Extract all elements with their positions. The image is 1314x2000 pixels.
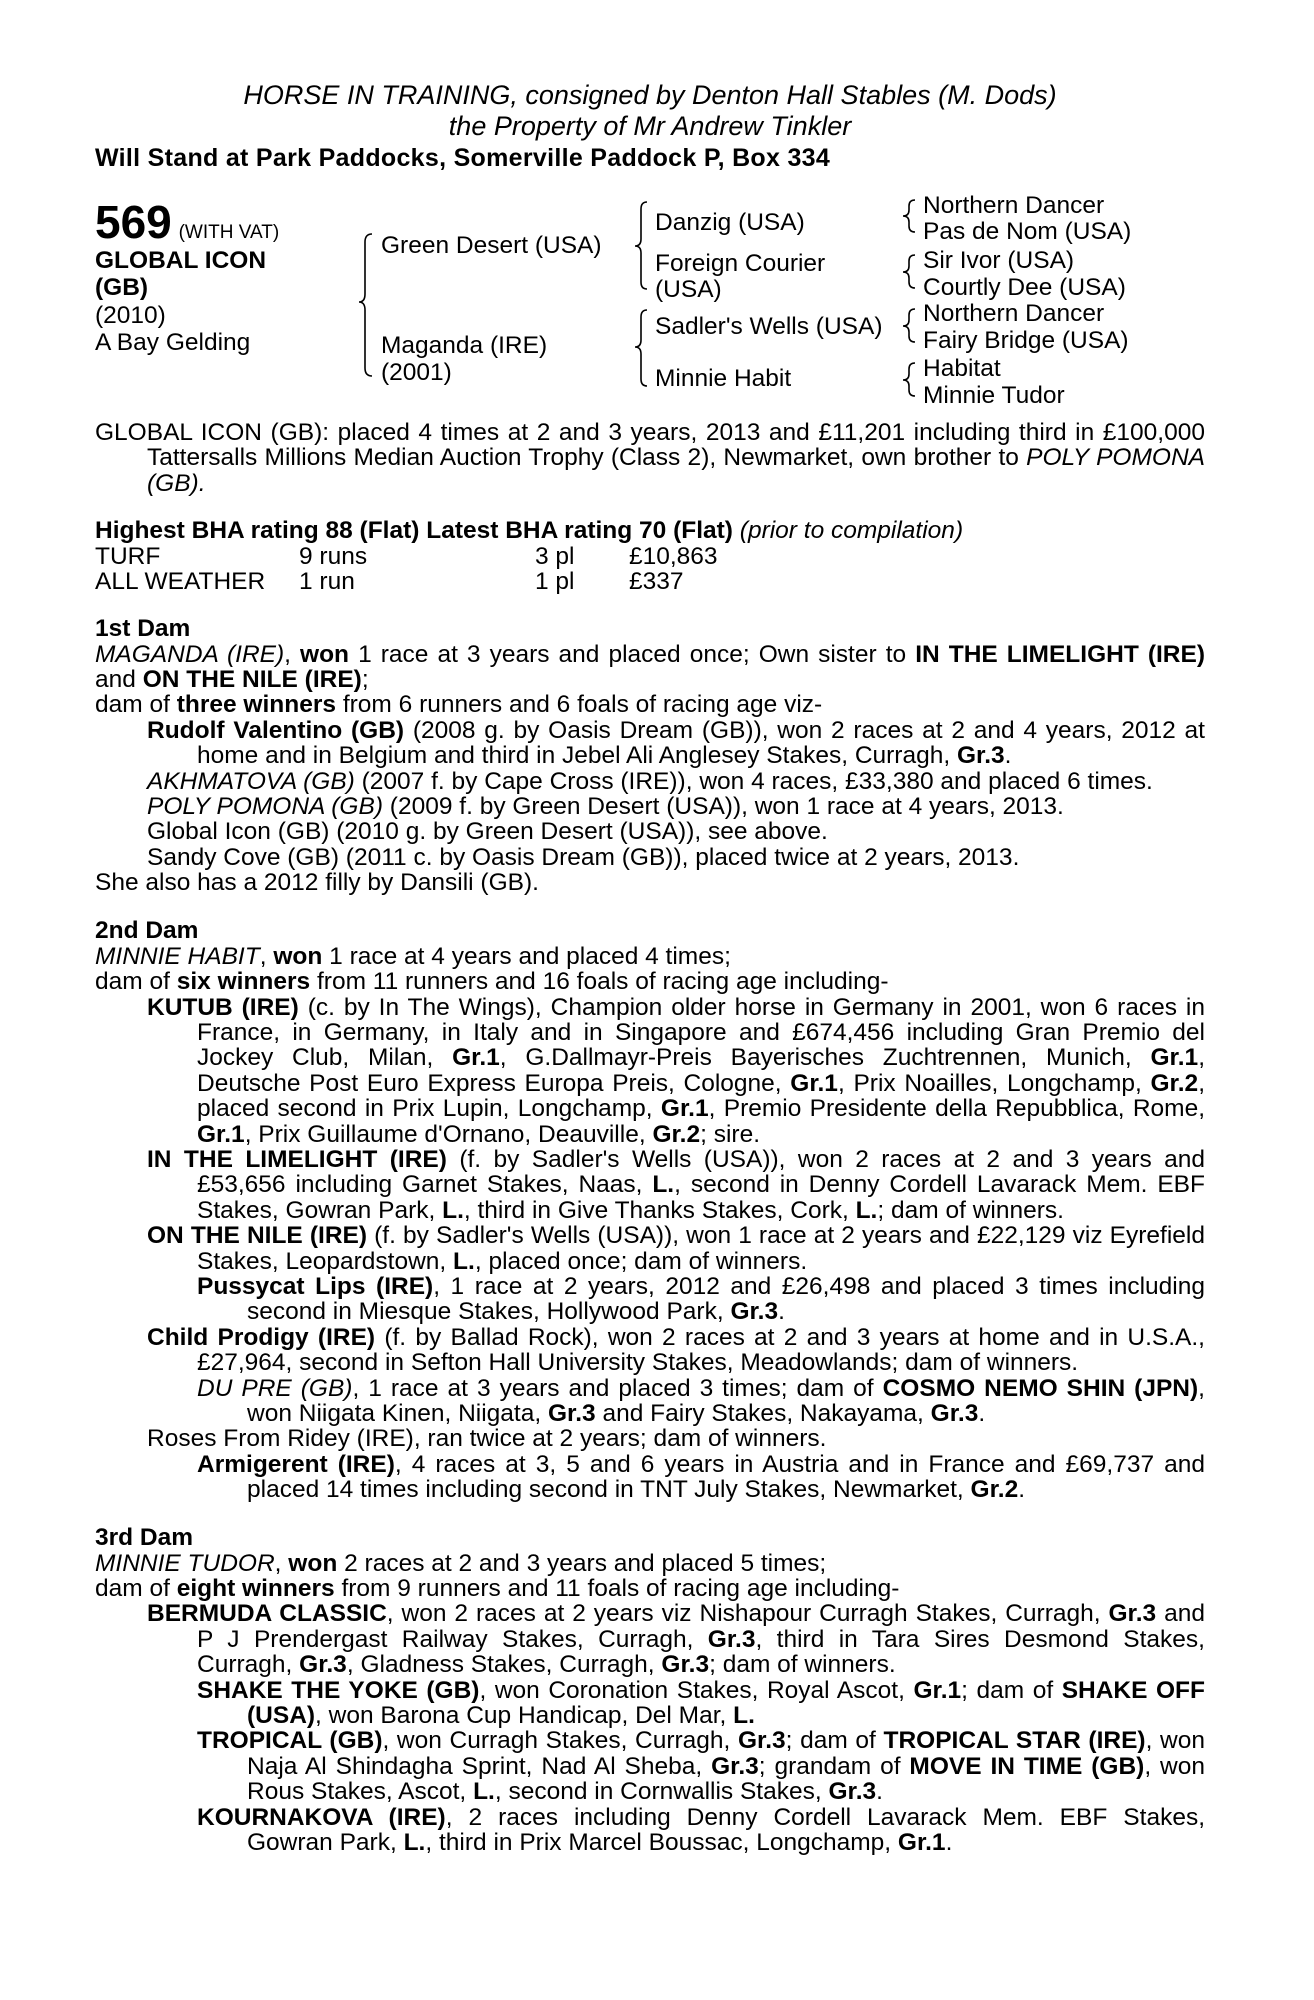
- won-label: won: [273, 942, 323, 970]
- summary-text: GLOBAL ICON (GB): placed 4 times at 2 and 3 years, 2013 and £11,201 including third in £100,000 Tattersalls Millions Median Auction Trophy (Class 2), Newmarket, own brother to: [95, 419, 1205, 472]
- punctuation: .: [778, 1298, 785, 1326]
- produce-text: from 9 runners and 11 foals of racing age including-: [334, 1575, 900, 1603]
- produce-text: , 1 race at 3 years and placed 3 times; dam of: [352, 1374, 883, 1402]
- listed-label: L.: [442, 1196, 464, 1224]
- produce-name: TROPICAL STAR (IRE): [883, 1727, 1146, 1755]
- summary-brother: POLY POMONA (GB).: [147, 444, 1205, 497]
- produce-text: (2009 f. by Green Desert (USA)), won 1 race at 4 years, 2013.: [383, 793, 1064, 821]
- ratings-table: [95, 544, 718, 594]
- produce-text: (f. by Ballad Rock), won 2 races at 2 and 3 years at home and in U.S.A., £27,964, second in Sefton Hall University Stakes, Meadowlands; dam of winners.: [197, 1323, 1205, 1377]
- grade-label: Gr.3: [737, 1727, 786, 1755]
- sire-dam: Foreign Courier: [655, 250, 826, 277]
- grade-label: Gr.2: [652, 1120, 701, 1148]
- produce-text: , won Rous Stakes, Ascot,: [247, 1752, 1205, 1806]
- produce-name: Child Prodigy (IRE): [147, 1323, 376, 1351]
- runs-cell: 9 runs: [299, 542, 368, 570]
- produce-name: IN THE LIMELIGHT (IRE): [147, 1145, 447, 1173]
- produce-text: , G.Dallmayr-Preis Bayerisches Zuchtrennen, Munich,: [499, 1044, 1151, 1072]
- placed-cell: 1 pl: [535, 567, 575, 595]
- listed-label: L.: [473, 1778, 495, 1806]
- punctuation: .: [876, 1778, 883, 1806]
- dam-name: MINNIE HABIT: [95, 942, 260, 970]
- second-dam-record: MINNIE HABIT, won 1 race at 4 years and placed 4 times;: [95, 942, 731, 970]
- grade-label: Gr.1: [452, 1044, 500, 1072]
- produce-name: AKHMATOVA (GB): [147, 767, 355, 795]
- grade-label: Gr.3: [547, 1400, 596, 1427]
- produce-name: KOURNAKOVA (IRE): [197, 1803, 446, 1831]
- produce-entry: [95, 1147, 1205, 1223]
- ratings-heading: [95, 518, 1205, 543]
- listed-label: L.: [855, 1196, 878, 1224]
- produce-entry: [95, 1223, 1205, 1274]
- produce-entry: [95, 1376, 1205, 1427]
- produce-name: SHAKE OFF (USA): [247, 1676, 1205, 1730]
- produce-entry: [95, 794, 1205, 819]
- produce-name: TROPICAL (GB): [197, 1727, 383, 1755]
- produce-entry: Roses From Ridey (IRE), ran twice at 2 years; dam of winners.: [147, 1425, 827, 1453]
- dam-name: MAGANDA (IRE): [95, 640, 285, 668]
- winners-count: three winners: [176, 691, 337, 719]
- sibling-name: ON THE NILE (IRE): [142, 666, 362, 694]
- produce-text: , third in Tara Sires Desmond Stakes, Curragh,: [197, 1625, 1205, 1679]
- surface-cell: TURF: [95, 542, 161, 570]
- great-grandparent-5: Northern Dancer: [923, 300, 1105, 327]
- great-grandparent-7: Habitat: [923, 355, 1001, 382]
- sire-dam-origin: (USA): [655, 276, 722, 303]
- grade-label: Gr.3: [956, 742, 1005, 770]
- produce-text: , second in Denny Cordell Lavarack Mem. EBF Stakes, Gowran Park,: [197, 1171, 1205, 1224]
- listed-label: L.: [453, 1247, 475, 1275]
- record-text: 1 race at 3 years and placed once; Own sister to: [349, 640, 916, 668]
- produce-text: , won Coronation Stakes, Royal Ascot,: [479, 1676, 914, 1704]
- dam-sire: Sadler's Wells (USA): [655, 313, 883, 340]
- produce-entry: [95, 1601, 1205, 1677]
- grade-label: Gr.3: [930, 1400, 979, 1427]
- sire: Green Desert (USA): [381, 232, 602, 259]
- first-dam-section: [95, 642, 1205, 896]
- punctuation: .: [1004, 742, 1012, 770]
- table-row: [95, 569, 718, 594]
- first-dam-record: MAGANDA (IRE), won 1 race at 3 years and placed once; Own sister to IN THE LIMELIGHT (IRE) and ON THE NILE (IRE);: [95, 640, 1205, 694]
- produce-text: , won Barona Cup Handicap, Del Mar,: [315, 1702, 734, 1730]
- grade-label: Gr.1: [197, 1120, 245, 1148]
- ratings-note: (prior to compilation): [739, 517, 964, 545]
- third-dam-record: MINNIE TUDOR, won 2 races at 2 and 3 years and placed 5 times;: [95, 1549, 827, 1577]
- produce-name: BERMUDA CLASSIC: [147, 1600, 387, 1628]
- produce-text: ; sire.: [700, 1120, 761, 1148]
- produce-name: COSMO NEMO SHIN (JPN): [882, 1374, 1199, 1402]
- great-grandparent-6: Fairy Bridge (USA): [923, 327, 1129, 354]
- third-dam-heading: 3rd Dam: [95, 1523, 194, 1551]
- horse-description: A Bay Gelding: [95, 329, 251, 356]
- punctuation: .: [1018, 1476, 1026, 1504]
- produce-entry: [95, 1325, 1205, 1376]
- produce-name: Rudolf Valentino (GB): [147, 716, 405, 744]
- produce-text: , Prix Guillaume d'Ornano, Deauville,: [244, 1120, 653, 1148]
- produce-text: , placed once; dam of winners.: [474, 1247, 808, 1275]
- produce-name: ON THE NILE (IRE): [147, 1222, 368, 1250]
- produce-text: , Premio Presidente della Repubblica, Rome,: [708, 1095, 1206, 1123]
- great-grandparent-3: Sir Ivor (USA): [923, 247, 1075, 274]
- produce-text: , won 2 races at 2 years viz Nishapour Curragh Stakes, Curragh,: [386, 1600, 1109, 1628]
- conjunction: and: [95, 666, 143, 694]
- won-label: won: [300, 640, 350, 668]
- produce-name: POLY POMONA (GB): [147, 793, 383, 821]
- dam-of-label: dam of: [95, 1575, 177, 1603]
- punctuation: .: [945, 1829, 953, 1857]
- grade-label: Gr.2: [970, 1476, 1019, 1504]
- produce-text: and P J Prendergast Railway Stakes, Curragh,: [197, 1600, 1205, 1653]
- produce-text: (f. by Sadler's Wells (USA)), won 2 races at 2 and 3 years and £53,656 including Garnet Stakes, Naas,: [197, 1145, 1205, 1199]
- produce-name: Armigerent (IRE): [197, 1450, 395, 1478]
- grade-label: Gr.3: [730, 1298, 779, 1326]
- grade-label: Gr.1: [660, 1095, 709, 1123]
- produce-text: , second in Cornwallis Stakes,: [494, 1778, 829, 1806]
- horse-origin: (GB): [95, 274, 149, 301]
- produce-text: ; grandam of: [758, 1752, 910, 1780]
- produce-text: , 2 races including Denny Cordell Lavarack Mem. EBF Stakes, Gowran Park,: [247, 1803, 1206, 1857]
- produce-entry: [95, 718, 1205, 769]
- dam-name: MINNIE TUDOR: [95, 1549, 275, 1577]
- produce-text: , 4 races at 3, 5 and 6 years in Austria and in France and £69,737 and placed 14 times including second in TNT July Stakes, Newmarket,: [247, 1450, 1205, 1504]
- grade-label: Gr.3: [711, 1752, 759, 1780]
- listed-label: L.: [652, 1171, 675, 1199]
- produce-text: , 1 race at 2 years, 2012 and £26,498 and placed 3 times including second in Miesque Stakes, Hollywood Park,: [247, 1272, 1205, 1326]
- produce-text: , Prix Noailles, Longchamp,: [837, 1069, 1151, 1097]
- grade-label: Gr.2: [1150, 1069, 1199, 1097]
- grade-label: Gr.3: [707, 1625, 756, 1653]
- produce-entry: [95, 769, 1205, 794]
- produce-text: , placed second in Prix Lupin, Longchamp,: [197, 1069, 1205, 1123]
- great-grandparent-1: Northern Dancer: [923, 192, 1105, 219]
- winners-count: six winners: [176, 968, 311, 996]
- produce-text: , third in Prix Marcel Boussac, Longchamp,: [425, 1829, 898, 1857]
- produce-text: ; dam of winners.: [709, 1651, 896, 1679]
- produce-entry: [95, 1805, 1205, 1856]
- produce-text: ; dam of winners.: [877, 1196, 1064, 1224]
- grade-label: Gr.1: [1150, 1044, 1199, 1072]
- produce-entry: [95, 1452, 1205, 1503]
- placed-cell: 3 pl: [535, 542, 575, 570]
- table-row: [95, 544, 718, 569]
- produce-entry: [95, 1678, 1205, 1729]
- produce-text: (f. by Sadler's Wells (USA)), won 1 race at 2 years and £22,129 viz Eyrefield Stakes, Leopardstown,: [197, 1222, 1205, 1275]
- produce-text: (2007 f. by Cape Cross (IRE)), won 4 races, £33,380 and placed 6 times.: [354, 767, 1153, 795]
- grade-label: Gr.1: [913, 1676, 962, 1704]
- dam-dam: Minnie Habit: [655, 365, 792, 392]
- won-label: won: [288, 1549, 338, 1577]
- great-grandparent-4: Courtly Dee (USA): [923, 274, 1126, 301]
- consignor-line: HORSE IN TRAINING, consigned by Denton Hall Stables (M. Dods): [243, 80, 1057, 110]
- grade-label: Gr.1: [790, 1069, 838, 1097]
- punctuation: .: [978, 1400, 986, 1427]
- third-dam-produce-summary: [95, 1576, 1205, 1601]
- catalogue-page: [95, 80, 1205, 1856]
- record-text: 2 races at 2 and 3 years and placed 5 times;: [337, 1549, 827, 1577]
- produce-text: , won Naja Al Shindagha Sprint, Nad Al Sheba,: [247, 1727, 1205, 1780]
- lot-number-row: [95, 196, 280, 248]
- produce-text: (2008 g. by Oasis Dream (GB)), won 2 races at 2 and 4 years, 2012 at home and in Belgium and third in Jebel Ali Anglesey Stakes, Curragh,: [197, 716, 1205, 770]
- punctuation: ;: [361, 666, 369, 694]
- grade-label: Gr.3: [661, 1651, 710, 1679]
- dam-year: (2001): [381, 359, 452, 386]
- produce-name: Pussycat Lips (IRE): [197, 1272, 434, 1300]
- first-dam-produce-summary: [95, 692, 1205, 717]
- winners-count: eight winners: [176, 1575, 335, 1603]
- sibling-name: IN THE LIMELIGHT (IRE): [915, 640, 1205, 668]
- dam-of-label: dam of: [95, 968, 177, 996]
- vat-label: (WITH VAT): [178, 222, 280, 243]
- produce-text: (c. by In The Wings), Champion older horse in Germany in 2001, won 6 races in France, in Germany, in Italy and in Singapore and £674,456 including Gran Premio del Jockey Club, Milan,: [197, 993, 1205, 1072]
- horse-name: GLOBAL ICON: [95, 247, 267, 274]
- additional-produce: She also has a 2012 filly by Dansili (GB).: [95, 869, 539, 897]
- sire-sire: Danzig (USA): [655, 209, 805, 236]
- great-grandparent-2: Pas de Nom (USA): [923, 218, 1132, 245]
- third-dam-section: [95, 1551, 1205, 1856]
- grade-label: Gr.3: [299, 1651, 347, 1679]
- produce-entry: Sandy Cove (GB) (2011 c. by Oasis Dream (GB)), placed twice at 2 years, 2013.: [147, 843, 1020, 871]
- pedigree-block: [95, 192, 1205, 417]
- produce-name: SHAKE THE YOKE (GB): [197, 1676, 480, 1704]
- first-dam-heading: 1st Dam: [95, 614, 191, 642]
- surface-cell: ALL WEATHER: [95, 567, 266, 595]
- dam-of-label: dam of: [95, 691, 177, 719]
- ratings-title: Highest BHA rating 88 (Flat) Latest BHA rating 70 (Flat): [95, 517, 733, 545]
- produce-entry: [95, 995, 1205, 1147]
- listed-label: L.: [403, 1829, 426, 1857]
- foaling-year: (2010): [95, 302, 166, 329]
- produce-entry: Global Icon (GB) (2010 g. by Green Desert (USA)), see above.: [147, 818, 828, 846]
- horse-summary: [95, 420, 1205, 496]
- produce-entry: [95, 1274, 1205, 1325]
- lot-number: 569: [95, 196, 172, 248]
- produce-text: ; dam of: [785, 1727, 884, 1755]
- second-dam-section: [95, 944, 1205, 1503]
- listed-label: L.: [733, 1702, 755, 1730]
- record-text: 1 race at 4 years and placed 4 times;: [322, 942, 731, 970]
- dam: Maganda (IRE): [381, 332, 548, 359]
- earnings-cell: £10,863: [629, 542, 718, 570]
- earnings-cell: £337: [629, 567, 684, 595]
- grade-label: Gr.3: [828, 1778, 877, 1806]
- produce-text: , won Niigata Kinen, Niigata,: [247, 1374, 1205, 1427]
- produce-name: KUTUB (IRE): [147, 993, 299, 1021]
- produce-text: and Fairy Stakes, Nakayama,: [595, 1400, 931, 1427]
- produce-text: from 6 runners and 6 foals of racing age viz-: [336, 691, 823, 719]
- produce-text: ; dam of: [961, 1676, 1062, 1704]
- second-dam-heading: 2nd Dam: [95, 916, 199, 944]
- great-grandparent-8: Minnie Tudor: [923, 382, 1065, 409]
- location-line: Will Stand at Park Paddocks, Somerville Paddock P, Box 334: [95, 144, 831, 172]
- produce-entry: [95, 1728, 1205, 1804]
- produce-text: , won Curragh Stakes, Curragh,: [382, 1727, 738, 1755]
- produce-name: MOVE IN TIME (GB): [909, 1752, 1145, 1780]
- property-line: the Property of Mr Andrew Tinkler: [448, 111, 852, 141]
- produce-text: , Gladness Stakes, Curragh,: [346, 1651, 662, 1679]
- produce-text: , third in Give Thanks Stakes, Cork,: [463, 1196, 856, 1224]
- grade-label: Gr.3: [1108, 1600, 1157, 1628]
- grade-label: Gr.1: [897, 1829, 946, 1857]
- produce-text: , Deutsche Post Euro Express Europa Preis, Cologne,: [197, 1044, 1205, 1097]
- produce-name: DU PRE (GB): [197, 1374, 353, 1402]
- produce-text: from 11 runners and 16 foals of racing age including-: [310, 968, 889, 996]
- runs-cell: 1 run: [299, 567, 355, 595]
- second-dam-produce-summary: [95, 969, 1205, 994]
